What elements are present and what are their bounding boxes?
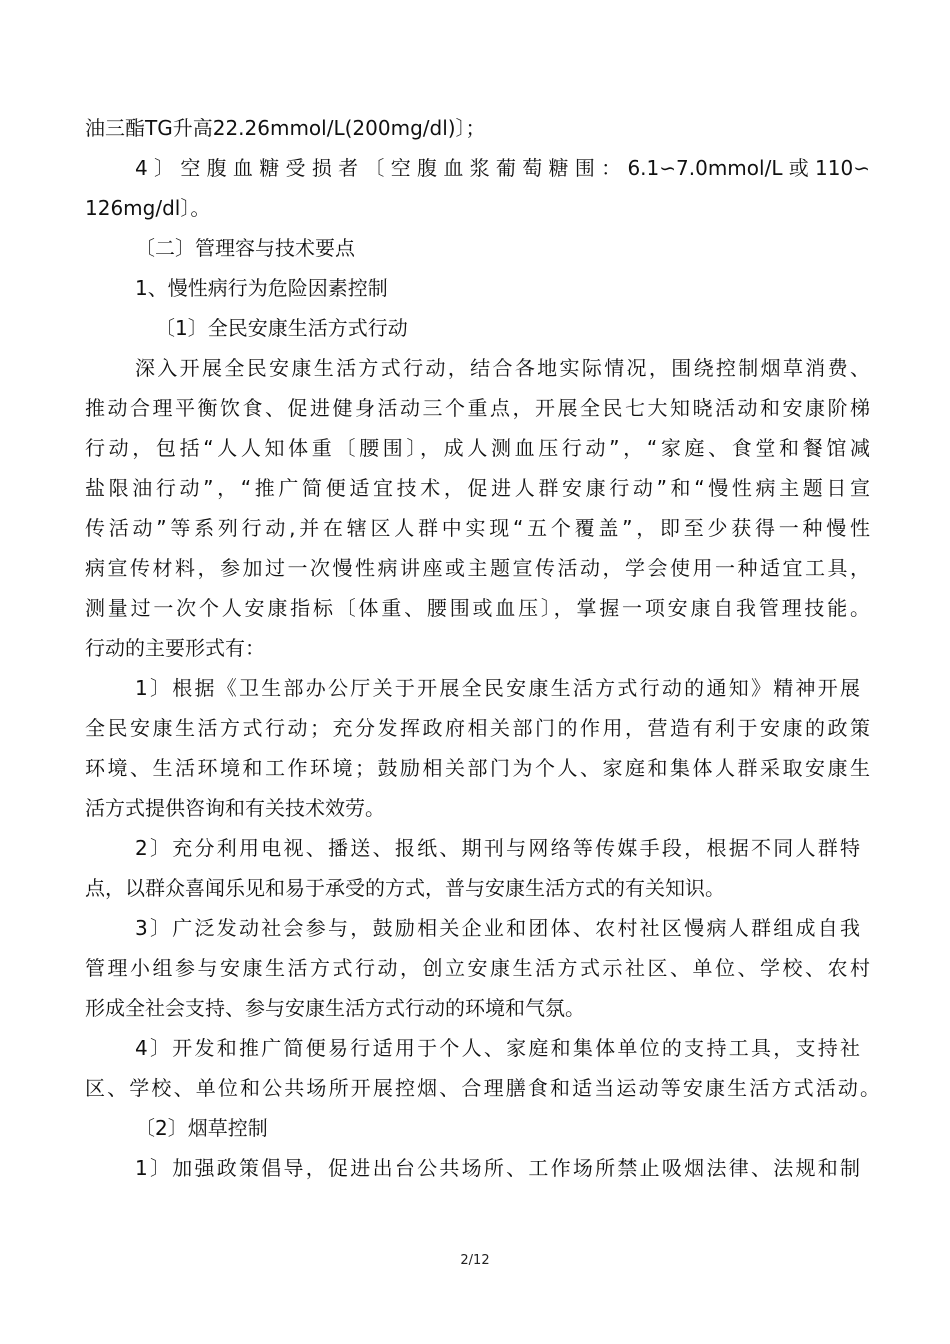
text-line: 测量过一次个人安康指标〔体重、腰围或血压〕，掌握一项安康自我管理技能。 <box>85 596 870 620</box>
text-line: 病宣传材料，参加过一次慢性病讲座或主题宣传活动，学会使用一种适宜工具， <box>85 556 870 580</box>
text-line: 管理小组参与安康生活方式行动，创立安康生活方式示社区、单位、学校、农村 <box>85 956 870 980</box>
text-line: 形成全社会支持、参与安康生活方式行动的环境和气氛。 <box>85 996 585 1020</box>
text-line: 行动的主要形式有： <box>85 636 265 660</box>
text-line: 油三酯TG升高22.26mmol/L(200mg/dl)〕； <box>85 116 486 140</box>
text-line: 推动合理平衡饮食、促进健身活动三个重点，开展全民七大知晓活动和安康阶梯 <box>85 396 870 420</box>
text-line: 4〕开发和推广简便易行适用于个人、家庭和集体单位的支持工具，支持社 <box>135 1036 860 1060</box>
text-line: 盐限油行动”，“推广简便适宜技术，促进人群安康行动”和“慢性病主题日宣 <box>85 476 870 500</box>
text-line: 4〕空腹血糖受损者〔空腹血浆葡萄糖围：6.1∽7.0mmol/L或110∽ <box>135 156 870 180</box>
text-line: 区、学校、单位和公共场所开展控烟、合理膳食和适当运动等安康生活方式活动。 <box>85 1076 880 1100</box>
text-line: 传活动”等系列行动,并在辖区人群中实现“五个覆盖”，即至少获得一种慢性 <box>85 516 870 540</box>
text-line: 活方式提供咨询和有关技术效劳。 <box>85 796 385 820</box>
text-line: 环境、生活环境和工作环境；鼓励相关部门为个人、家庭和集体人群采取安康生 <box>85 756 870 780</box>
text-line: 3〕广泛发动社会参与，鼓励相关企业和团体、农村社区慢病人群组成自我 <box>135 916 860 940</box>
text-line: 行动，包括“人人知体重〔腰围〕，成人测血压行动”，“家庭、食堂和餐馆减 <box>85 436 870 460</box>
text-line: 126mg/dl〕。 <box>85 196 211 220</box>
page-number: 2/12 <box>460 1253 490 1268</box>
subsection-heading: 〔1〕全民安康生活方式行动 <box>155 316 408 340</box>
subsection-heading: 〔2〕烟草控制 <box>135 1116 268 1140</box>
text-line: 1〕加强政策倡导，促进出台公共场所、工作场所禁止吸烟法律、法规和制 <box>135 1156 860 1180</box>
section-heading: 〔二〕管理容与技术要点 <box>135 236 355 260</box>
text-line: 点，以群众喜闻乐见和易于承受的方式，普与安康生活方式的有关知识。 <box>85 876 725 900</box>
text-line: 全民安康生活方式行动；充分发挥政府相关部门的作用，营造有利于安康的政策 <box>85 716 870 740</box>
text-line: 1〕根据《卫生部办公厅关于开展全民安康生活方式行动的通知》精神开展 <box>135 676 860 700</box>
text-line: 深入开展全民安康生活方式行动，结合各地实际情况，围绕控制烟草消费、 <box>135 356 870 380</box>
subsection-heading: 1、慢性病行为危险因素控制 <box>135 276 388 300</box>
text-line: 2〕充分利用电视、播送、报纸、期刊与网络等传媒手段，根据不同人群特 <box>135 836 860 860</box>
